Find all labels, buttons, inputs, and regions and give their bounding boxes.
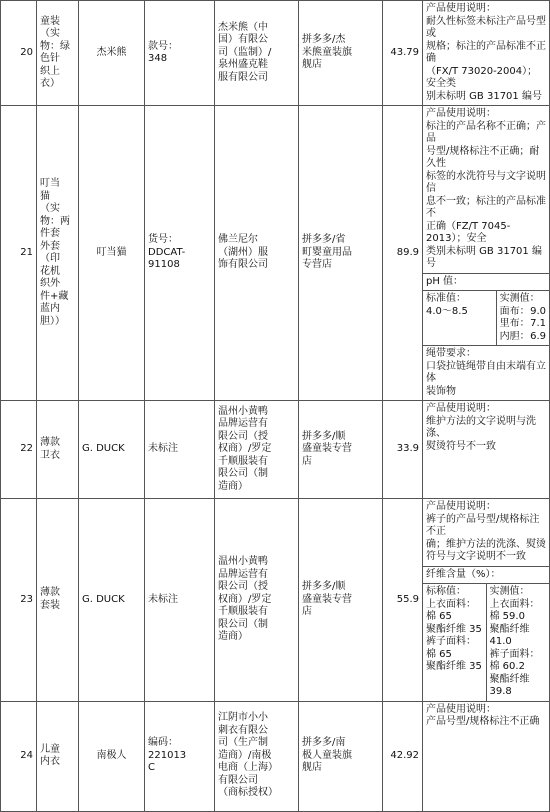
product-name: 童装 （实 物：绿 色针 织上 衣） [37,1,79,106]
product-name: 儿童 内衣 [37,701,79,811]
row-number: 21 [1,106,37,401]
row-number: 23 [1,499,37,702]
seller: 拼多多/顺 盛童装专营 店 [299,499,383,702]
price: 89.9 [383,106,423,401]
issue-description: 产品使用说明： 产品号型/规格标注不正确 [423,701,550,811]
seller: 拼多多/杰 米熊童装旗 舰店 [299,1,383,106]
row-number: 20 [1,1,37,106]
price: 55.9 [383,499,423,702]
brand: G. DUCK [79,499,145,702]
row-number: 24 [1,701,37,811]
producer: 江阴市小小 刺衣有限公 司（生产制 造商）/南极 电商（上海） 有限公司 （商标授权） [215,701,299,811]
model-number: 货号： DDCAT- 91108 [145,106,215,401]
table-row [1,499,550,702]
table-row [1,106,550,401]
model-number: 编码： 221013 C [145,701,215,811]
table-row [1,1,550,106]
seller: 拼多多/顺 盛童装专营 店 [299,401,383,499]
model-number: 未标注 [145,401,215,499]
fiber-title: 纤维含量（%）： [423,566,549,584]
issue-description: 产品使用说明： 标注的产品名称不正确；产品 号型/规格标注不正确；耐久性 标签的水洗符号与文字说明信 息不一致；标注的产品标准不 正确（FZ/T 7045-2013）；安全 类别未标明 GB 31701 编号 pH 值： 标准值： 4.0～8.5 实测值： 面布： 9.0 里布： 7.1 内胆： 6.9 绳带要求： 口袋拉链绳带自由末端有立体 装饰物 [423,106,550,401]
issue-description: 产品使用说明： 裤子的产品号型/规格标注不正 确；维护方法的洗涤、熨烫 符号与文字说明不一致 纤维含量（%）： 标称值： 上衣面料： 棉 65 聚酯纤维 35 裤子面料： 棉 65 聚酯纤维 35 实测值： 上衣面料： 棉 59.0 聚酯纤维 41.0 裤子面料： 棉 60.2 聚酯纤维 39.8 [423,499,550,702]
price: 33.9 [383,401,423,499]
product-name: 薄款 卫衣 [37,401,79,499]
table-row [1,701,550,811]
rope-requirement: 绳带要求： 口袋拉链绳带自由末端有立体 装饰物 [423,346,549,401]
ph-measured: 实测值： 面布： 9.0 里布： 7.1 内胆： 6.9 [496,291,549,346]
price: 42.92 [383,701,423,811]
product-name: 叮当 猫 （实 物：两 件套 外套 （印 花机 织外 件+藏 蓝内 胆）） [37,106,79,401]
producer: 温州小黄鸭 品牌运营有 限公司（授 权商）/罗定 千顺服装有 限公司（制 造商） [215,499,299,702]
model-number: 款号： 348 [145,1,215,106]
row-number: 22 [1,401,37,499]
fiber-measured: 实测值： 上衣面料： 棉 59.0 聚酯纤维 41.0 裤子面料： 棉 60.2 聚酯纤维 39.8 [486,584,549,701]
issue-description: 产品使用说明： 耐久性标签未标注产品号型或 规格；标注的产品标准不正确 （FX/T 73020-2004）；安全类 别未标明 GB 31701 编号 [423,1,550,106]
seller: 拼多多/南 极人童装旗 舰店 [299,701,383,811]
product-name: 薄款 套装 [37,499,79,702]
price: 43.79 [383,1,423,106]
brand: 杰米熊 [79,1,145,106]
producer: 佛兰尼尔 （湖州）服 饰有限公司 [215,106,299,401]
brand: 叮当猫 [79,106,145,401]
ph-standard: 标准值： 4.0～8.5 [423,291,496,346]
ph-title: pH 值： [423,273,549,291]
model-number: 未标注 [145,499,215,702]
seller: 拼多多/省 町婴童用品 专营店 [299,106,383,401]
producer: 温州小黄鸭 品牌运营有 限公司（授 权商）/罗定 千顺服装有 限公司（制 造商） [215,401,299,499]
table-row [1,401,550,499]
brand: 南极人 [79,701,145,811]
producer: 杰米熊（中 国）有限公 司（监制）/ 泉州盛克鞋 服有限公司 [215,1,299,106]
fiber-standard: 标称值： 上衣面料： 棉 65 聚酯纤维 35 裤子面料： 棉 65 聚酯纤维 35 [423,584,486,701]
brand: G. DUCK [79,401,145,499]
issue-description: 产品使用说明： 维护方法的文字说明与洗涤、 熨烫符号不一致 [423,401,550,499]
